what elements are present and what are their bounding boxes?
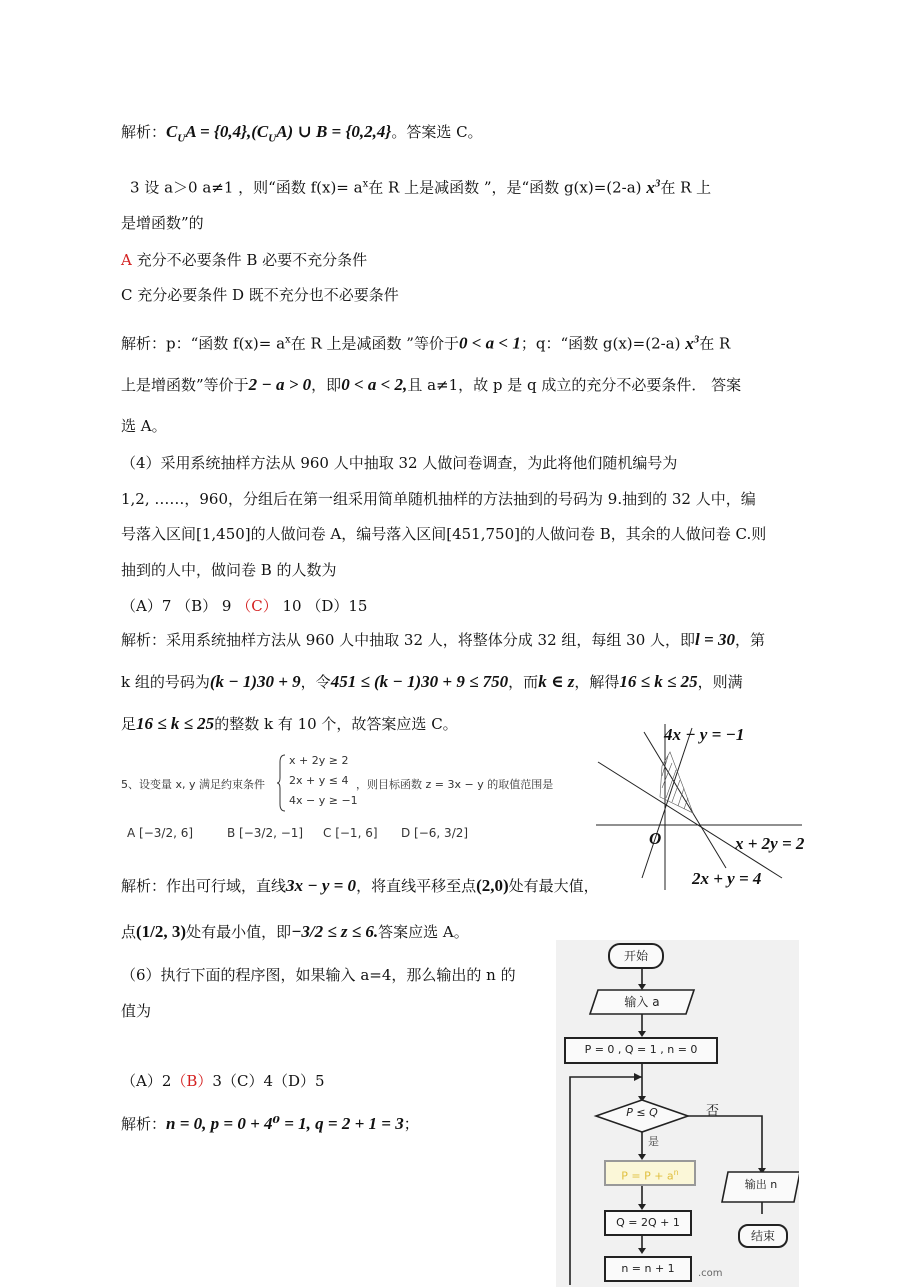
line-x-2y [598,762,782,878]
q3-answer-letter: A [121,251,132,269]
q6-stem-line1: （6）执行下面的程序图，如果输入 a=4，那么输出的 n 的 [121,966,516,984]
label-line-x-2y: x + 2y = 2 [735,834,805,853]
q4-stem-line2: 1,2, ……，960，分组后在第一组采用简单随机抽样的方法抽到的号码为 9.抽到的 32 人中，编 [121,490,756,508]
flow-condition: P ≤ Q [626,1106,658,1119]
flow-no-label: 否 [706,1104,720,1119]
flow-input: 输入 a [624,995,660,1009]
q4-solution-line3: 足16 ≤ k ≤ 25的整数 k 有 10 个，故答案应选 C。 [121,714,458,733]
flow-end: 结束 [738,1224,788,1248]
q5-solution-line2: 点(1/2, 3)处有最小值，即−3/2 ≤ z ≤ 6.答案应选 A。 [121,922,469,941]
q6-solution: 解析：n = 0, p = 0 + 4⁰ = 1, q = 2 + 1 = 3； [121,1114,419,1133]
flow-step-p: $P = P + a^n$ [604,1160,696,1186]
flow-output: 输出 n [744,1178,778,1191]
scan-watermark: .com [698,1268,723,1279]
q6-options: （A）2（B）3（C）4（D）5 [121,1072,325,1090]
q2-label: 解析： [121,123,167,141]
flow-yes-label: 是 [648,1135,659,1148]
q6-flowchart [556,940,799,1287]
q4-solution-line2: k 组的号码为(k − 1)30 + 9，令451 ≤ (k − 1)30 + 9 ≤ 750，而k ∈ z，解得16 ≤ k ≤ 25，则满 [121,672,743,691]
q4-options: （A）7 （B） 9 （C） 10 （D）15 [121,597,368,615]
q4-solution-line1: 解析：采用系统抽样方法从 960 人中抽取 32 人，将整体分成 32 组，每组 30 人，即l = 30，第 [121,630,765,649]
q5-options: A [−3/2, 6] B [−3/2, −1] C [−1, 6] D [−6, 3/2] [127,826,469,840]
q4-stem-line1: （4）采用系统抽样方法从 960 人中抽取 32 人做问卷调查，为此将他们随机编号为 [121,454,678,472]
q6-stem-line2: 值为 [121,1002,152,1020]
flow-start: 开始 [608,943,664,969]
q3-solution-line2: 上是增函数”等价于2 − a > 0，即0 < a < 2,且 a≠1，故 p 是 q 成立的充分不必要条件． 答案 [121,375,742,394]
q5-scanned-stem: 5、设变量 x, y 满足约束条件 x + 2y ≥ 2 2x + y ≤ 4 4x − y ≥ −1 ，则目标函数 z = 3x − y 的取值范围是 [121,752,571,816]
origin-label: O [649,829,662,848]
flow-step-q: Q = 2Q + 1 [604,1210,692,1236]
q4-answer-letter: （C） [236,597,278,615]
q2-answer: 。答案选 C。 [391,123,483,141]
label-line-2x-y: 2x + y = 4 [692,869,762,888]
q2-solution [121,122,483,148]
q6-answer-letter: （B） [171,1072,213,1090]
q4-stem-line4: 抽到的人中，做问卷 B 的人数为 [121,561,337,579]
q3-options-ab: A 充分不必要条件 B 必要不充分条件 [121,251,368,269]
line-4x-y [642,728,692,878]
q3-stem-line1: 3 设 a＞0 a≠1 ，则“函数 $f(x)= a^x$在 R 上是减函数 ”，是“函数 g(x)=(2-a) $x^3$在 R 上 [130,177,712,197]
q3-stem-line2: 是增函数”的 [121,214,204,232]
q5-feasible-region-graph [592,718,814,890]
flow-step-n: n = n + 1 [604,1256,692,1282]
flow-init: P = 0 , Q = 1 , n = 0 [564,1037,718,1064]
q3-solution-line3: 选 A。 [121,417,167,435]
q4-stem-line3: 号落入区间[1,450]的人做问卷 A，编号落入区间[451,750]的人做问卷 B，其余的人做问卷 C.则 [121,525,767,543]
label-line-4x-y: 4x − y = −1 [664,725,745,744]
brace-icon [277,754,287,812]
q2-math: $C_UA = \{0,4\},(C_UA)$ ∪ B = {0,2,4} [166,122,392,145]
q3-options-cd: C 充分必要条件 D 既不充分也不必要条件 [121,286,399,304]
q5-solution-line1: 解析：作出可行域，直线3x − y = 0，将直线平移至点(2,0)处有最大值， [121,876,599,895]
q3-solution-line1: 解析：p：“函数 $f(x)= a^x$在 R 上是减函数 ”等价于0 < a < 1；q：“函数 g(x)=(2-a) $x^3$在 R [121,333,731,353]
